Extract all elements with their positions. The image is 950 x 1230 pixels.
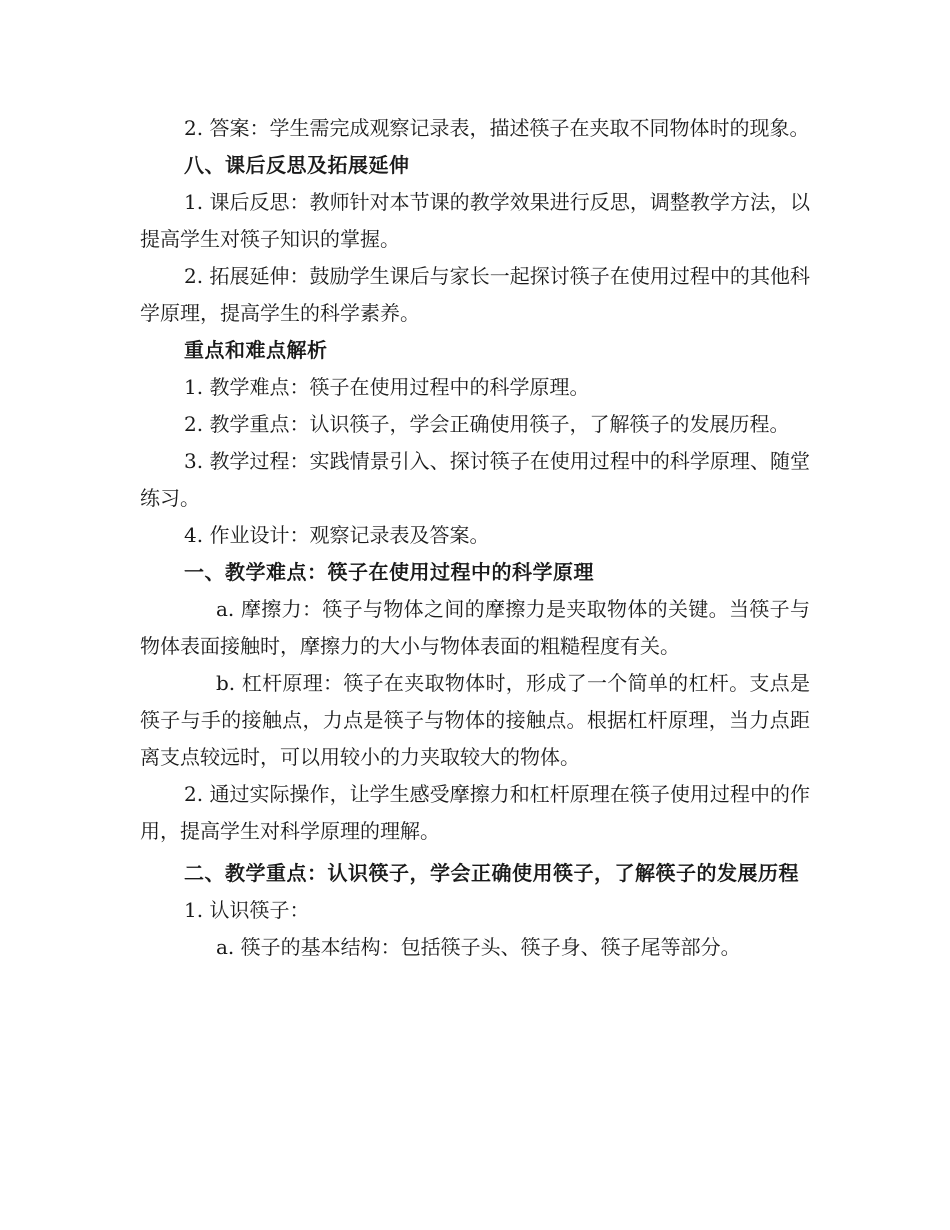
paragraph-answer: 2. 答案：学生需完成观察记录表，描述筷子在夹取不同物体时的现象。 xyxy=(184,116,810,140)
paragraph-homework: 4. 作业设计：观察记录表及答案。 xyxy=(184,523,490,547)
paragraph-practice: 2. 通过实际操作，让学生感受摩擦力和杠杆原理在筷子使用过程中的作用，提高学生对科学原理的理解。 xyxy=(140,782,810,843)
paragraph-know-chopsticks: 1. 认识筷子： xyxy=(184,898,310,922)
paragraph-difficulty: 1. 教学难点：筷子在使用过程中的科学原理。 xyxy=(184,375,590,399)
section-heading-difficulty: 一、教学难点：筷子在使用过程中的科学原理 xyxy=(184,560,594,584)
paragraph-reflection: 1. 课后反思：教师针对本节课的教学效果进行反思，调整教学方法，以提高学生对筷子知识的掌握。 xyxy=(140,190,810,251)
paragraph-key-point: 2. 教学重点：认识筷子，学会正确使用筷子，了解筷子的发展历程。 xyxy=(184,412,790,436)
section-heading-reflection: 八、课后反思及拓展延伸 xyxy=(184,153,410,177)
section-heading-key-focus: 二、教学重点：认识筷子，学会正确使用筷子，了解筷子的发展历程 xyxy=(184,861,799,885)
paragraph-process: 3. 教学过程：实践情景引入、探讨筷子在使用过程中的科学原理、随堂练习。 xyxy=(140,449,810,510)
document-body xyxy=(140,110,810,966)
paragraph-lever: b. 杠杆原理：筷子在夹取物体时，形成了一个简单的杠杆。支点是筷子与手的接触点，力点是筷子与物体的接触点。根据杠杆原理，当力点距离支点较远时，可以用较小的力夹取较大的物体。 xyxy=(140,671,810,769)
paragraph-friction: a. 摩擦力：筷子与物体之间的摩擦力是夹取物体的关键。当筷子与物体表面接触时，摩擦力的大小与物体表面的粗糙程度有关。 xyxy=(140,597,810,658)
section-heading-key-points: 重点和难点解析 xyxy=(184,338,328,362)
paragraph-structure: a. 筷子的基本结构：包括筷子头、筷子身、筷子尾等部分。 xyxy=(216,935,741,959)
paragraph-extension: 2. 拓展延伸：鼓励学生课后与家长一起探讨筷子在使用过程中的其他科学原理，提高学生的科学素养。 xyxy=(140,264,810,325)
